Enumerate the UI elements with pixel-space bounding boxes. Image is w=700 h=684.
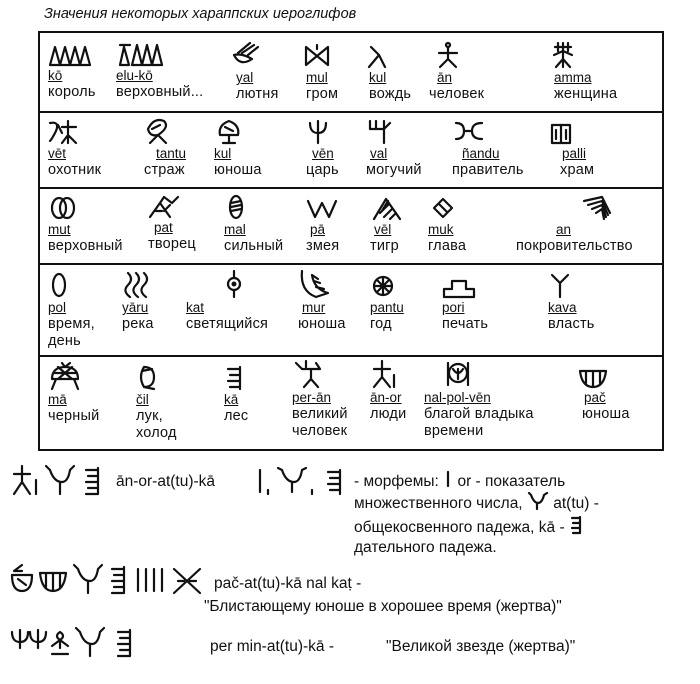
transliteration: elu-kō [116, 68, 153, 83]
meaning: люди [370, 406, 407, 422]
meaning: вождь [369, 86, 412, 102]
table-row [40, 111, 662, 187]
transliteration: mā [48, 392, 67, 407]
glyph-cell [370, 361, 406, 423]
people-icon [370, 359, 398, 389]
hieroglyph-table [38, 31, 664, 451]
meaning: благой владыка [424, 406, 534, 422]
example-1-description-line-1 [354, 470, 565, 491]
glyph-cell [428, 193, 466, 255]
glyph-cell [366, 117, 422, 179]
meaning: творец [148, 236, 196, 252]
transliteration: per-ān [292, 390, 332, 405]
man-icon [435, 41, 461, 69]
glyph-cell [292, 361, 348, 440]
example-1-description-line-2 [354, 492, 599, 513]
glyph-cell [370, 271, 404, 333]
transliteration: pā [310, 222, 326, 237]
or-morpheme-icon [443, 470, 453, 488]
meaning-line-2: человек [292, 423, 348, 439]
glyph-cell [365, 41, 411, 103]
oblique-case-text: общекосвенного падежа, kā - [354, 519, 565, 536]
glyph-cell [148, 191, 196, 253]
transliteration: ān-or [370, 390, 402, 405]
glyph-cell [136, 363, 177, 442]
example-2-translation: "Блистающему юноше в хорошее время (жертва)" [204, 598, 562, 615]
at-tu-morpheme-icon [527, 492, 549, 510]
hunter-icon [48, 119, 82, 145]
transliteration: kō [48, 68, 63, 83]
transliteration: ñandu [462, 146, 500, 161]
meaning: юноша [298, 316, 346, 332]
youth-vessel-icon [576, 365, 610, 389]
transliteration: vēt [48, 146, 67, 161]
glyph-cell [548, 271, 595, 333]
transliteration: pantu [370, 300, 404, 315]
meaning: лютня [236, 86, 279, 102]
lord-of-time-icon [444, 359, 472, 389]
meaning: год [370, 316, 392, 332]
example-1-description-line-3 [354, 515, 583, 537]
meaning: храм [560, 162, 595, 178]
glyph-cell [576, 361, 630, 423]
transliteration: pol [48, 300, 67, 315]
transliteration: kat [186, 300, 205, 315]
glyph-cell [230, 41, 279, 103]
transliteration: palli [562, 146, 587, 161]
king-trident-icon [306, 119, 330, 145]
example-1-glyphs-icon [10, 464, 110, 498]
glyph-cell [424, 361, 534, 440]
transliteration: val [370, 146, 388, 161]
meaning: светящийся [186, 316, 269, 332]
thunder-bow-icon [302, 43, 332, 69]
transliteration: vēn [312, 146, 334, 161]
transliteration: mal [224, 222, 246, 237]
meaning: власть [548, 316, 595, 332]
patronage-icon [582, 195, 614, 221]
glyph-cell [302, 41, 338, 103]
or-morpheme-text: or - показатель [457, 473, 566, 490]
glyph-cell [548, 117, 594, 179]
meaning: река [122, 316, 154, 332]
mighty-icon [366, 119, 394, 145]
crowned-triple-peak-icon [116, 39, 166, 67]
meaning: могучий [366, 162, 422, 178]
transliteration: mur [302, 300, 326, 315]
table-row [40, 355, 662, 449]
transliteration: an [556, 222, 572, 237]
glyph-cell [516, 193, 633, 255]
bow-cold-icon [136, 363, 162, 391]
transliteration: pat [154, 220, 173, 235]
example-3-glyphs-icon [8, 626, 148, 660]
table-row [40, 263, 662, 355]
meaning: тигр [370, 238, 399, 254]
meaning: юноша [582, 406, 630, 422]
meaning: сильный [224, 238, 284, 254]
meaning: гром [306, 86, 339, 102]
woman-icon [550, 41, 576, 69]
transliteration: kul [369, 70, 387, 85]
glyph-cell [144, 117, 186, 179]
transliteration: tantu [156, 146, 187, 161]
creator-icon [148, 193, 182, 219]
meaning: правитель [452, 162, 524, 178]
great-man-icon [292, 359, 326, 389]
transliteration: ān [437, 70, 453, 85]
horn-icon [298, 269, 332, 299]
snake-icon [306, 197, 338, 221]
river-icon [122, 271, 152, 299]
example-2-glyphs-icon [8, 563, 204, 597]
glyph-cell [224, 363, 248, 425]
glyph-cell [214, 117, 262, 179]
glyph-cell [48, 39, 96, 101]
meaning-line-2: холод [136, 425, 177, 441]
transliteration: nal-pol-vēn [424, 390, 491, 405]
transliteration: pač [584, 390, 606, 405]
example-1-description-line-4: дательного падежа. [354, 539, 497, 556]
glyph-cell [122, 271, 154, 333]
transliteration: yal [236, 70, 254, 85]
transliteration: kava [548, 300, 577, 315]
meaning: черный [48, 408, 100, 424]
year-wheel-icon [370, 273, 396, 299]
supreme-icon [48, 195, 78, 221]
table-row [40, 187, 662, 263]
meaning: время, [48, 316, 95, 332]
meaning-line-2: день [48, 333, 81, 349]
page-title: Значения некоторых хараппских иероглифов [44, 6, 357, 22]
meaning: верховный [48, 238, 123, 254]
ruler-icon [452, 119, 486, 145]
glyph-cell [48, 117, 101, 179]
transliteration: kul [214, 146, 232, 161]
tiger-icon [370, 195, 404, 221]
meaning: женщина [554, 86, 618, 102]
example-1-transliteration: ān-or-at(tu)-kā [116, 473, 216, 490]
transliteration: amma [554, 70, 592, 85]
lute-icon [230, 41, 260, 69]
meaning: глава [428, 238, 467, 254]
transliteration: kā [224, 392, 239, 407]
youth-icon [214, 117, 244, 145]
head-icon [428, 195, 458, 221]
glyph-cell [224, 193, 283, 255]
shining-icon [224, 269, 244, 299]
transliteration: yāru [122, 300, 149, 315]
glyph-cell [48, 193, 123, 255]
meaning: король [48, 84, 96, 100]
glyph-cell [442, 271, 488, 333]
kings-triple-peak-icon [48, 41, 92, 67]
glyph-cell [429, 41, 485, 103]
time-icon [48, 271, 70, 299]
glyph-cell [298, 271, 346, 333]
power-icon [548, 271, 572, 299]
meaning: покровительство [516, 238, 633, 254]
meaning: юноша [214, 162, 262, 178]
chief-icon [365, 43, 389, 69]
transliteration: mul [306, 70, 328, 85]
meaning: лес [224, 408, 249, 424]
glyph-cell [306, 117, 339, 179]
transliteration: mut [48, 222, 71, 237]
temple-icon [548, 121, 574, 145]
glyph-cell [116, 39, 203, 101]
transliteration: muk [428, 222, 454, 237]
meaning-line-2: времени [424, 423, 484, 439]
meaning: печать [442, 316, 489, 332]
meaning: страж [144, 162, 185, 178]
transliteration: pori [442, 300, 465, 315]
guard-icon [144, 117, 174, 145]
meaning: царь [306, 162, 339, 178]
transliteration: čil [136, 392, 149, 407]
meaning: человек [429, 86, 485, 102]
black-icon [48, 361, 82, 391]
morpheme-glyphs-icon [254, 466, 350, 496]
meaning: змея [306, 238, 340, 254]
meaning: великий [292, 406, 348, 422]
table-row [40, 33, 662, 111]
transliteration: vēl [374, 222, 392, 237]
plural-text: множественного числа, [354, 495, 523, 512]
glyph-cell [306, 193, 339, 255]
glyph-cell [370, 193, 404, 255]
meaning: лук, [136, 408, 163, 424]
seal-icon [442, 277, 476, 299]
glyph-cell [186, 271, 268, 333]
example-2-transliteration: pač-at(tu)-kā nal kaṭ - [214, 575, 362, 592]
strong-icon [224, 193, 248, 221]
glyph-cell [550, 41, 617, 103]
meaning: верховный... [116, 84, 204, 100]
at-tu-morpheme-text: at(tu) - [553, 495, 599, 512]
example-3-transliteration: per min-at(tu)-kā - [210, 638, 335, 655]
glyph-cell [452, 117, 524, 179]
meaning: охотник [48, 162, 102, 178]
forest-icon [224, 365, 244, 391]
glyph-cell [48, 271, 95, 350]
example-3-translation: "Великой звезде (жертва)" [386, 638, 576, 655]
morpheme-label: - морфемы: [354, 473, 439, 490]
glyph-cell [48, 363, 99, 425]
ka-morpheme-icon [569, 515, 583, 535]
